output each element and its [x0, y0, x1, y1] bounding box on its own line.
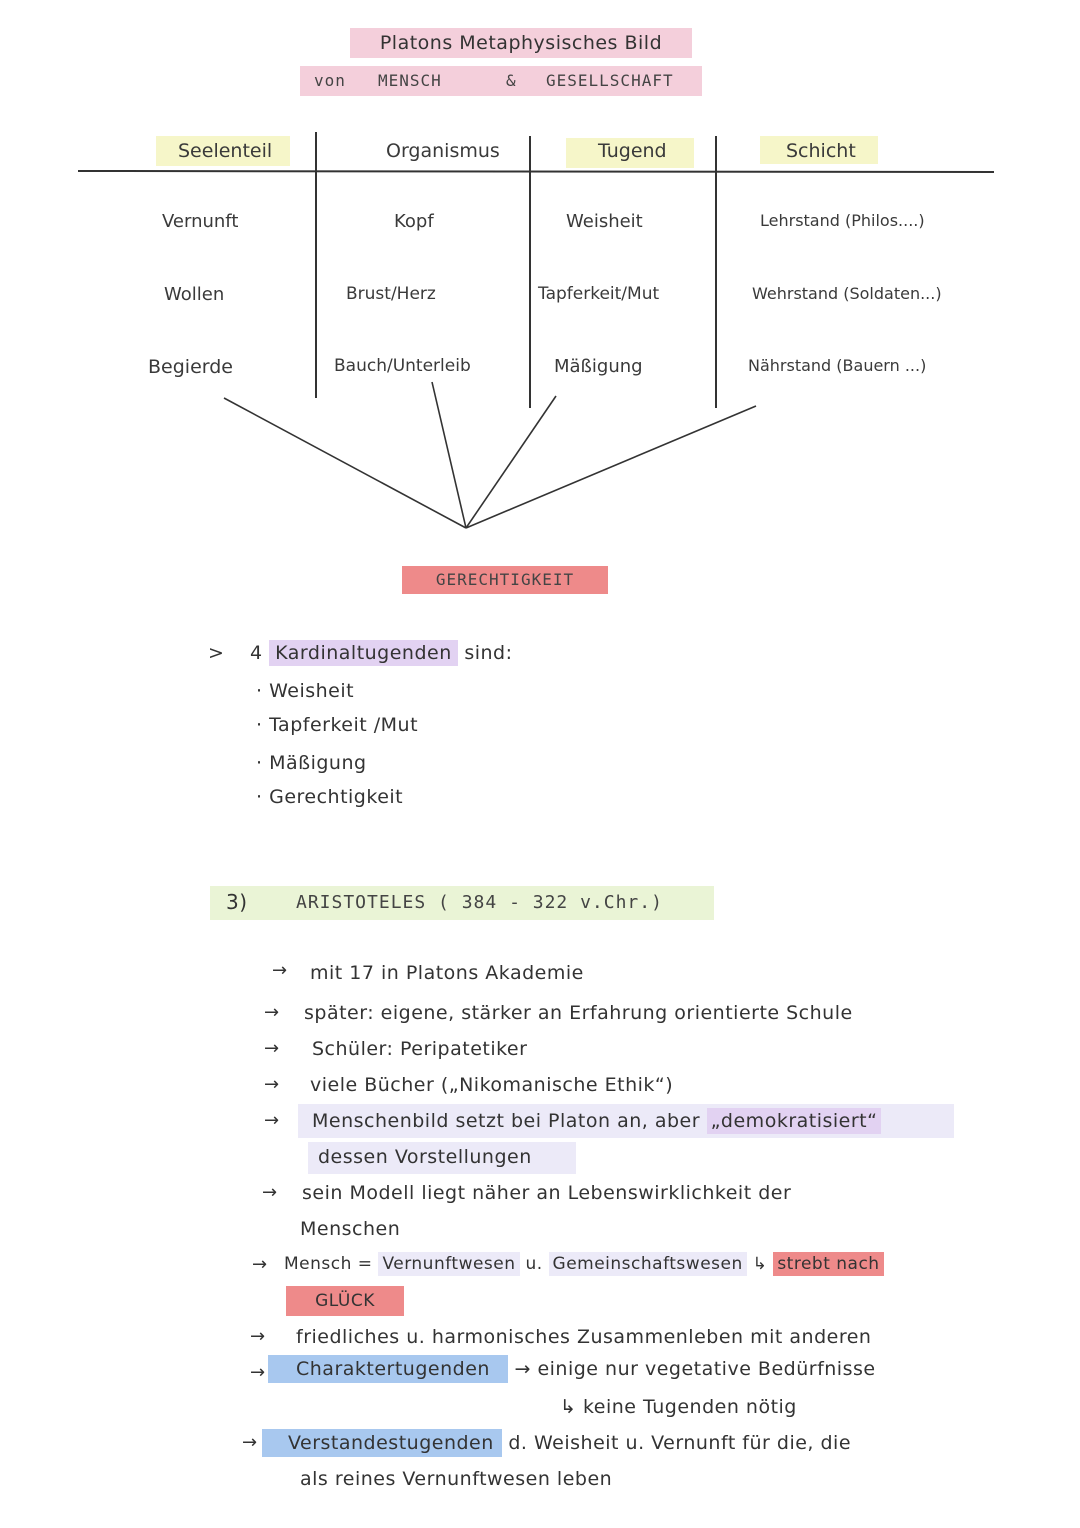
arrow-4: → [264, 1074, 280, 1095]
demokratisiert-highlight: „demokratisiert“ [707, 1108, 882, 1134]
strebt-nach-highlight: strebt nach [773, 1252, 883, 1276]
gemeinschaftswesen-highlight: Gemeinschaftswesen [549, 1252, 747, 1276]
title-line1: Platons Metaphysisches Bild [350, 28, 692, 58]
table-cell-weisheit: Weisheit [566, 211, 643, 232]
arrow-1: → [272, 960, 288, 981]
table-cell-tapferkeit: Tapferkeit/Mut [538, 284, 660, 304]
aristoteles-point-9-sub: ↳ keine Tugenden nötig [560, 1396, 797, 1418]
aristoteles-heading: ARISTOTELES ( 384 - 322 v.Chr.) [296, 892, 663, 913]
converge-line-2 [432, 382, 466, 528]
table-cell-vernunft: Vernunft [162, 211, 239, 232]
aristoteles-point-5-cont: dessen Vorstellungen [318, 1146, 532, 1168]
table-cell-begierde: Begierde [148, 356, 233, 378]
table-header-seelenteil: Seelenteil [178, 140, 273, 162]
charaktertugenden-rest: → einige nur vegetative Bedürfnisse [514, 1358, 876, 1380]
aristoteles-point-9 [268, 1358, 876, 1380]
verstandestugenden-highlight: Verstandestugenden [262, 1429, 502, 1457]
mensch-und: u. [525, 1254, 543, 1274]
arrow-3: → [264, 1038, 280, 1059]
arrow-9: → [250, 1362, 266, 1383]
table-cell-bauch: Bauch/Unterleib [334, 356, 471, 376]
table-cell-wollen: Wollen [164, 284, 225, 305]
table-header-schicht: Schicht [786, 140, 856, 162]
aristoteles-point-7 [284, 1254, 884, 1274]
title-gesellschaft: GESELLSCHAFT [546, 71, 674, 90]
cardinal-intro [250, 642, 513, 664]
arrow-7: → [252, 1254, 268, 1275]
cardinal-intro-highlight: Kardinaltugenden [269, 640, 458, 666]
arrow-6: → [262, 1182, 278, 1203]
converge-line-4 [466, 406, 756, 528]
table-header-organismus: Organismus [386, 140, 500, 162]
arrow-8: → [250, 1326, 266, 1347]
verstandestugenden-rest: d. Weisheit u. Vernunft für die, die [508, 1432, 852, 1454]
aristoteles-point-6: sein Modell liegt näher an Lebenswirklichkeit der [302, 1182, 792, 1204]
mensch-equals: Mensch = [284, 1254, 373, 1274]
cardinal-item-2: · Tapferkeit /Mut [256, 714, 419, 736]
vernunftwesen-highlight: Vernunftwesen [378, 1252, 519, 1276]
arrow-5: → [264, 1110, 280, 1131]
aristoteles-point-10 [262, 1432, 851, 1454]
charaktertugenden-highlight: Charaktertugenden [268, 1355, 508, 1383]
aristoteles-point-5 [312, 1110, 881, 1132]
converge-line-3 [466, 396, 556, 528]
strebt-arrow: ↳ [752, 1254, 768, 1274]
table-header-tugend: Tugend [598, 140, 667, 162]
aristoteles-point-3: Schüler: Peripatetiker [312, 1038, 528, 1060]
result-gerechtigkeit: GERECHTIGKEIT [402, 566, 608, 594]
table-cell-naehrstand: Nährstand (Bauern ...) [748, 356, 927, 375]
title-von: von [314, 71, 346, 90]
aristoteles-point-2: später: eigene, stärker an Erfahrung orientierte Schule [304, 1002, 853, 1024]
table-cell-lehrstand: Lehrstand (Philos....) [760, 211, 925, 230]
aristoteles-point-8: friedliches u. harmonisches Zusammenleben mit anderen [296, 1326, 872, 1348]
cardinal-intro-rest: sind: [464, 642, 513, 664]
cardinal-item-1: · Weisheit [256, 680, 355, 702]
title-amp: & [506, 71, 517, 90]
glueck-highlight: GLÜCK [286, 1286, 404, 1316]
converge-line-1 [224, 398, 466, 528]
title-mensch: MENSCH [378, 71, 442, 90]
arrow-2: → [264, 1002, 280, 1023]
table-cell-maessigung: Mäßigung [554, 356, 643, 377]
table-cell-kopf: Kopf [394, 211, 434, 232]
aristoteles-point-4: viele Bücher („Nikomanische Ethik“) [310, 1074, 674, 1096]
aristoteles-number: 3) [226, 890, 248, 914]
cardinal-intro-num: 4 [250, 642, 263, 664]
aristoteles-point-6-cont: Menschen [300, 1218, 401, 1240]
table-cell-brust-herz: Brust/Herz [346, 284, 436, 304]
menschenbild-text: Menschenbild setzt bei Platon an, aber [312, 1110, 701, 1132]
cardinal-item-3: · Mäßigung [256, 752, 367, 774]
arrow-10: → [242, 1432, 258, 1453]
aristoteles-point-10-cont: als reines Vernunftwesen leben [300, 1468, 613, 1490]
table-cell-wehrstand: Wehrstand (Soldaten...) [752, 284, 942, 303]
cardinal-marker: > [208, 642, 225, 664]
aristoteles-point-1: mit 17 in Platons Akademie [310, 962, 584, 984]
table-header-rule [78, 171, 994, 172]
cardinal-item-4: · Gerechtigkeit [256, 786, 404, 808]
